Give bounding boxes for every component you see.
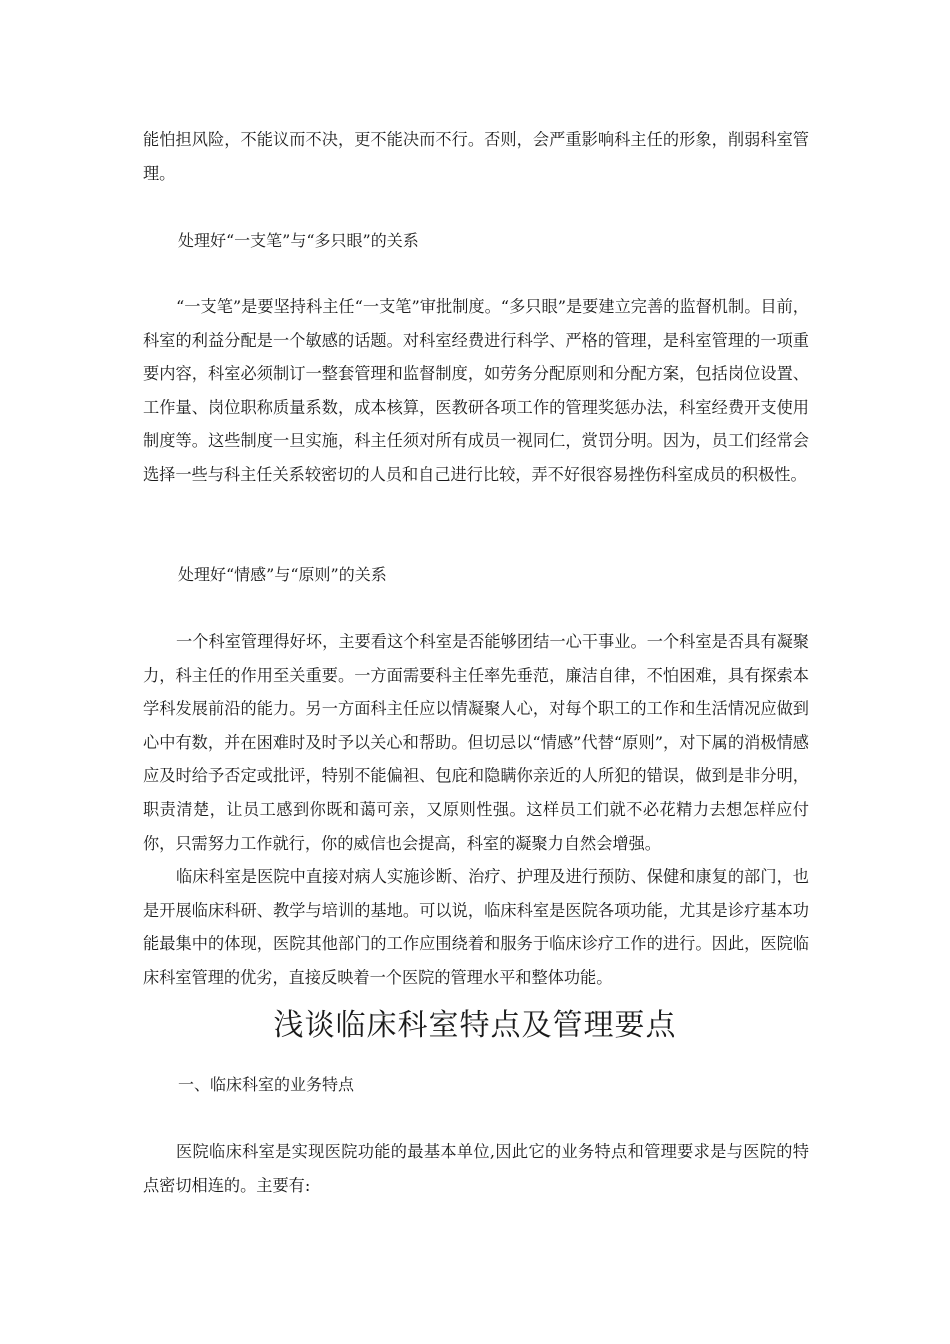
section-heading-pen-eyes: 处理好“一支笔”与“多只眼”的关系 xyxy=(178,231,419,250)
document-title: 浅谈临床科室特点及管理要点 xyxy=(273,1008,677,1043)
paragraph-risk: 能怕担风险，不能议而不决，更不能决而不行。否则，会严重影响科主任的形象，削弱科室管理。 xyxy=(143,130,809,183)
paragraph-business-features: 医院临床科室是实现医院功能的最基本单位,因此它的业务特点和管理要求是与医院的特点密切相连的。主要有: xyxy=(143,1142,809,1195)
paragraph-emotion-principle: 一个科室管理得好坏，主要看这个科室是否能够团结一心干事业。一个科室是否具有凝聚力，科主任的作用至关重要。一方面需要科主任率先垂范，廉洁自律，不怕困难，具有探索本学科发展前沿的能力。另一方面科主任应以情凝聚人心，对每个职工的工作和生活情况应做到心中有数，并在困难时及时予以关心和帮助。但切忌以“情感”代替“原则”，对下属的消极情感应及时给予否定或批评，特别不能偏袒、包庇和隐瞒你亲近的人所犯的错误，做到是非分明，职责清楚，让员工感到你既和蔼可亲，又原则性强。这样员工们就不必花精力去想怎样应付你，只需努力工作就行，你的威信也会提高，科室的凝聚力自然会增强。 xyxy=(143,632,809,853)
paragraph-clinical-intro: 临床科室是医院中直接对病人实施诊断、治疗、护理及进行预防、保健和康复的部门，也是开展临床科研、教学与培训的基地。可以说，临床科室是医院各项功能，尤其是诊疗基本功能最集中的体现，医院其他部门的工作应围绕着和服务于临床诊疗工作的进行。因此，医院临床科室管理的优劣，直接反映着一个医院的管理水平和整体功能。 xyxy=(143,867,809,987)
paragraph-pen-eyes: “一支笔”是要坚持科主任“一支笔”审批制度。“多只眼”是要建立完善的监督机制。目前，科室的利益分配是一个敏感的话题。对科室经费进行科学、严格的管理，是科室管理的一项重要内容，科室必须制订一整套管理和监督制度，如劳务分配原则和分配方案，包括岗位设置、工作量、岗位职称质量系数，成本核算，医教研各项工作的管理奖惩办法，科室经费开支使用制度等。这些制度一旦实施，科主任须对所有成员一视同仁，赏罚分明。因为，员工们经常会选择一些与科主任关系较密切的人员和自己进行比较，弄不好很容易挫伤科室成员的积极性。 xyxy=(143,297,809,484)
section-heading-business-features: 一、临床科室的业务特点 xyxy=(178,1075,355,1094)
section-heading-emotion-principle: 处理好“情感”与“原则”的关系 xyxy=(178,565,387,584)
